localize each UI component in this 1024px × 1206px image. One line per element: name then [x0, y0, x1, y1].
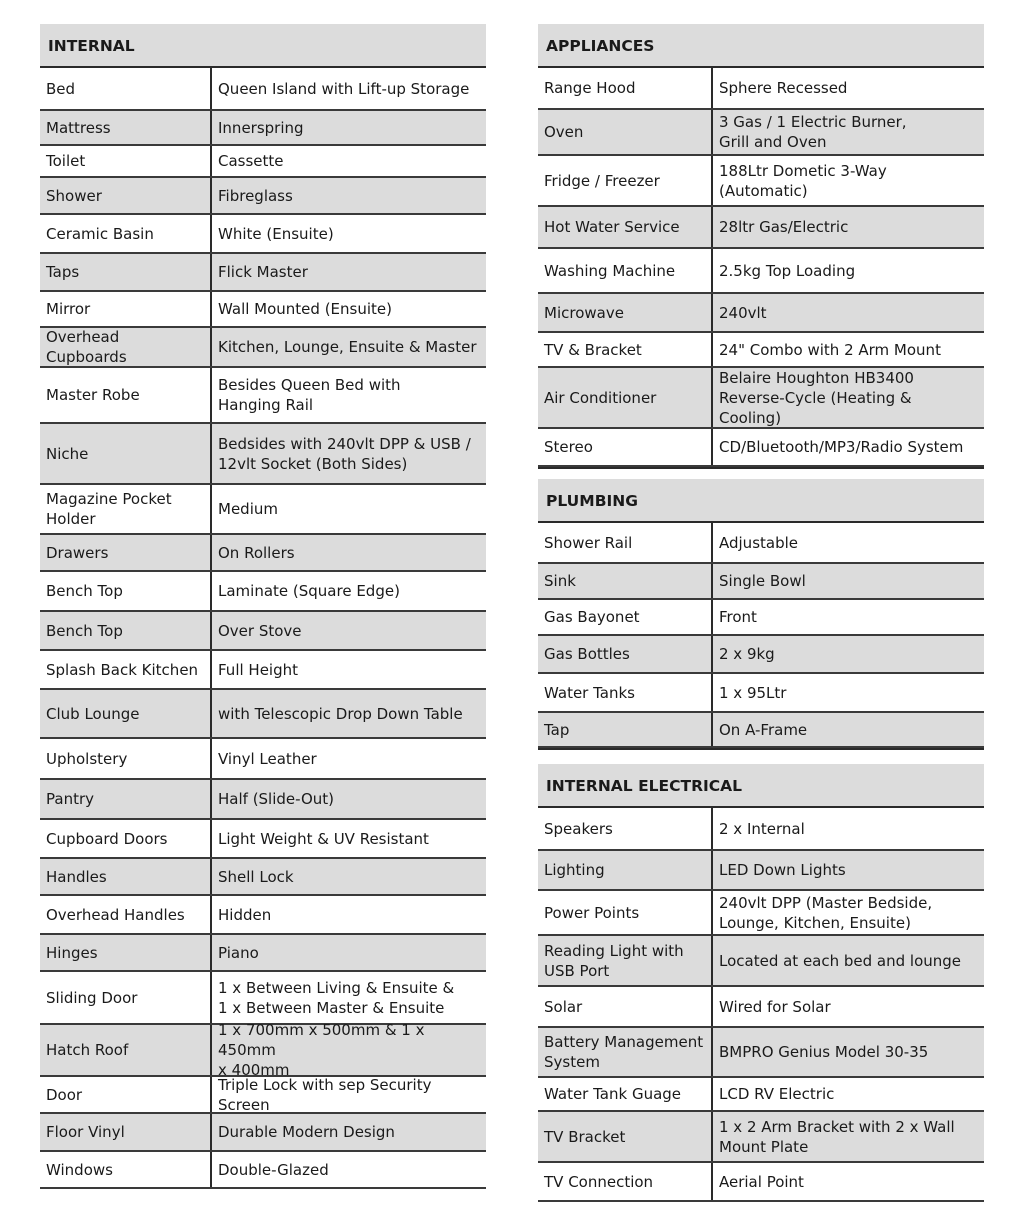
spec-label: [538, 1163, 713, 1200]
spec-value-text: Cassette: [218, 152, 284, 170]
spec-value: [212, 292, 486, 326]
table-row: [538, 851, 984, 891]
spec-value-text: 240vlt: [719, 303, 767, 322]
spec-label-text: Shower Rail: [544, 533, 633, 552]
spec-label: [40, 1152, 212, 1187]
spec-label: [538, 891, 713, 934]
spec-value-text: 2 x Internal: [719, 819, 805, 838]
spec-value: [713, 1078, 984, 1110]
spec-value: [713, 851, 984, 889]
table-row: [40, 146, 486, 178]
table-row: [538, 156, 984, 207]
table-row: [538, 936, 984, 987]
table-row: [40, 68, 486, 111]
spec-value-text: Kitchen, Lounge, Ensuite & Master: [218, 338, 477, 356]
spec-value: [212, 896, 486, 933]
spec-label: [538, 1112, 713, 1161]
electrical-table: [538, 808, 984, 1202]
table-row: [40, 690, 486, 739]
spec-label-text: Speakers: [544, 819, 613, 838]
spec-label-text: Hinges: [46, 943, 98, 962]
table-row: [538, 808, 984, 851]
spec-value-text: BMPRO Genius Model 30-35: [719, 1043, 929, 1061]
spec-value-text: 1 x 95Ltr: [719, 683, 787, 702]
spec-label: [538, 368, 713, 427]
spec-value-text: 2.5kg Top Loading: [719, 261, 856, 280]
table-row: [40, 292, 486, 328]
spec-label: [40, 215, 212, 252]
spec-value-text: 24" Combo with 2 Arm Mount: [719, 340, 941, 359]
spec-label-text: Stereo: [544, 438, 593, 456]
spec-label-text: Sink: [544, 572, 576, 590]
spec-label-text: Bench Top: [46, 621, 123, 640]
spec-label-text: Oven: [544, 123, 584, 141]
spec-value: [713, 987, 984, 1026]
electrical-section: [538, 764, 984, 1202]
spec-label-text: Hot Water Service: [544, 218, 680, 236]
table-row: [538, 429, 984, 467]
internal-header: INTERNAL: [40, 24, 486, 68]
spec-value-text: Triple Lock with sep Security Screen: [218, 1075, 432, 1114]
spec-label: [40, 739, 212, 778]
spec-value-text: Front: [719, 608, 757, 626]
spec-value-text: 1 x 2 Arm Bracket with 2 x Wall Mount Plate: [719, 1117, 955, 1156]
spec-label: [538, 110, 713, 154]
spec-value: [212, 972, 486, 1023]
spec-label-text: Water Tank Guage: [544, 1085, 682, 1103]
spec-value-text: Laminate (Square Edge): [218, 582, 400, 600]
spec-label-text: Splash Back Kitchen: [46, 660, 199, 679]
spec-value-text: On Rollers: [218, 543, 295, 562]
spec-label: [538, 600, 713, 634]
table-row: [538, 1078, 984, 1112]
spec-value-text: Located at each bed and lounge: [719, 951, 962, 970]
spec-value: [212, 690, 486, 737]
table-row: [538, 523, 984, 564]
table-row: [40, 1114, 486, 1152]
spec-label-text: Bed: [46, 79, 76, 98]
spec-value: [212, 859, 486, 894]
spec-label: [538, 207, 713, 247]
table-row: [538, 368, 984, 429]
table-row: [40, 739, 486, 780]
table-row: [40, 1152, 486, 1189]
spec-label: [538, 156, 713, 205]
table-row: [538, 1112, 984, 1163]
table-row: [538, 68, 984, 110]
spec-value: [713, 207, 984, 247]
spec-label: [538, 294, 713, 331]
spec-label-text: Ceramic Basin: [46, 224, 154, 243]
spec-label-text: Drawers: [46, 543, 109, 562]
table-row: [40, 178, 486, 215]
spec-label-text: TV Connection: [544, 1172, 654, 1191]
spec-label-text: Fridge / Freezer: [544, 171, 660, 190]
table-row: [40, 368, 486, 424]
spec-value-text: Half (Slide-Out): [218, 790, 335, 808]
spec-value-text: On A-Frame: [719, 720, 808, 739]
spec-label: [538, 523, 713, 562]
spec-value: [212, 254, 486, 290]
spec-value: [212, 780, 486, 818]
spec-value: [212, 820, 486, 857]
spec-label: [538, 249, 713, 292]
table-row: [40, 1077, 486, 1114]
spec-value-text: Wall Mounted (Ensuite): [218, 300, 392, 318]
spec-label: [40, 178, 212, 213]
spec-value: [212, 1152, 486, 1187]
spec-label: [538, 851, 713, 889]
spec-label-text: Overhead Cupboards: [46, 328, 127, 366]
spec-value: [212, 328, 486, 366]
spec-label: [538, 1078, 713, 1110]
spec-label-text: Gas Bottles: [544, 645, 630, 663]
spec-label-text: Range Hood: [544, 79, 636, 97]
spec-label: [40, 572, 212, 610]
spec-value: [713, 636, 984, 672]
table-row: [538, 600, 984, 636]
spec-value-text: Queen Island with Lift-up Storage: [218, 79, 470, 98]
table-row: [538, 1028, 984, 1078]
spec-label: [538, 68, 713, 108]
spec-value: [212, 1114, 486, 1150]
spec-value-text: LED Down Lights: [719, 861, 846, 879]
table-row: [40, 896, 486, 935]
spec-label-text: Bench Top: [46, 582, 123, 600]
spec-value-text: LCD RV Electric: [719, 1085, 835, 1103]
table-row: [538, 636, 984, 674]
spec-label: [538, 808, 713, 849]
spec-value: [212, 1021, 486, 1079]
table-row: [40, 535, 486, 572]
spec-label-text: Microwave: [544, 303, 624, 322]
spec-value: [713, 1163, 984, 1200]
table-row: [538, 891, 984, 936]
spec-value: [212, 146, 486, 176]
internal-section: [40, 24, 486, 1189]
spec-value-text: 188Ltr Dometic 3-Way (Automatic): [719, 161, 887, 200]
spec-label: [538, 936, 713, 985]
spec-value-text: Flick Master: [218, 263, 308, 281]
spec-label-text: Niche: [46, 444, 89, 463]
spec-value: [212, 612, 486, 649]
spec-label: [40, 690, 212, 737]
spec-label: [538, 429, 713, 465]
spec-label: [40, 859, 212, 894]
spec-value: [212, 535, 486, 570]
spec-value: [713, 523, 984, 562]
table-row: [40, 424, 486, 485]
table-row: [538, 207, 984, 249]
spec-value-text: Durable Modern Design: [218, 1123, 395, 1141]
spec-value: [212, 739, 486, 778]
spec-label: [40, 111, 212, 144]
spec-label: [538, 674, 713, 711]
spec-label-text: Shower: [46, 186, 102, 205]
spec-value-text: Light Weight & UV Resistant: [218, 829, 429, 848]
spec-label-text: Mattress: [46, 118, 111, 137]
spec-label: [40, 651, 212, 688]
spec-value-text: Medium: [218, 500, 278, 518]
spec-label-text: Windows: [46, 1160, 113, 1179]
spec-label-text: Water Tanks: [544, 683, 635, 702]
spec-value: [212, 572, 486, 610]
spec-value: [713, 156, 984, 205]
spec-label-text: Toilet: [46, 152, 86, 170]
spec-value: [212, 215, 486, 252]
spec-label-text: Pantry: [46, 790, 94, 808]
spec-label: [40, 68, 212, 109]
appliances-section: [538, 24, 984, 467]
spec-label-text: Solar: [544, 997, 583, 1016]
spec-value-text: Double-Glazed: [218, 1160, 329, 1179]
spec-label-text: Mirror: [46, 300, 91, 318]
plumbing-header: PLUMBING: [538, 479, 984, 523]
spec-value: [212, 368, 486, 422]
spec-label: [538, 636, 713, 672]
spec-label: [40, 780, 212, 818]
spec-label: [40, 292, 212, 326]
spec-label: [40, 254, 212, 290]
spec-label: [538, 333, 713, 366]
table-row: [538, 110, 984, 156]
spec-label-text: Reading Light with USB Port: [544, 941, 684, 980]
table-row: [538, 987, 984, 1028]
spec-label-text: Gas Bayonet: [544, 608, 640, 626]
spec-label-text: Floor Vinyl: [46, 1123, 125, 1141]
spec-label-text: TV & Bracket: [544, 340, 642, 359]
spec-value-text: Vinyl Leather: [218, 749, 317, 768]
spec-label-text: Handles: [46, 867, 107, 886]
spec-label-text: Door: [46, 1085, 83, 1104]
spec-value: [713, 110, 984, 154]
table-row: [40, 859, 486, 896]
spec-label-text: Upholstery: [46, 749, 128, 768]
spec-value: [713, 333, 984, 366]
spec-value: [212, 111, 486, 144]
spec-value: [713, 713, 984, 746]
spec-value-text: Over Stove: [218, 621, 302, 640]
spec-value-text: Shell Lock: [218, 867, 294, 886]
spec-value-text: with Telescopic Drop Down Table: [218, 704, 463, 723]
table-row: [40, 820, 486, 859]
spec-value: [212, 178, 486, 213]
spec-value: [212, 935, 486, 970]
spec-label-text: Taps: [46, 263, 80, 281]
spec-value-text: 3 Gas / 1 Electric Burner, Grill and Oven: [719, 113, 907, 151]
table-row: [40, 612, 486, 651]
spec-value-text: 2 x 9kg: [719, 645, 775, 663]
spec-value: [212, 424, 486, 483]
spec-value-text: Sphere Recessed: [719, 79, 848, 97]
spec-value-text: 240vlt DPP (Master Bedside, Lounge, Kitchen, Ensuite): [719, 893, 933, 932]
table-row: [40, 1021, 486, 1079]
spec-value: [713, 564, 984, 598]
spec-value: [713, 249, 984, 292]
spec-label: [40, 1077, 212, 1112]
table-row: [40, 651, 486, 690]
table-row: [40, 572, 486, 612]
spec-label: [40, 820, 212, 857]
spec-label-text: Power Points: [544, 903, 640, 922]
spec-label-text: Magazine Pocket Holder: [46, 490, 172, 528]
spec-value: [212, 485, 486, 533]
spec-value-text: Wired for Solar: [719, 997, 831, 1016]
spec-label: [40, 368, 212, 422]
spec-label: [538, 564, 713, 598]
spec-value-text: Fibreglass: [218, 186, 293, 205]
spec-value: [212, 651, 486, 688]
spec-label: [538, 713, 713, 746]
section-divider: [538, 748, 984, 764]
spec-value: [713, 891, 984, 934]
spec-label-text: TV Bracket: [544, 1127, 626, 1146]
spec-value: [713, 936, 984, 985]
plumbing-table: [538, 523, 984, 748]
spec-value-text: Besides Queen Bed with Hanging Rail: [218, 376, 401, 414]
spec-value: [713, 429, 984, 465]
table-row: [40, 780, 486, 820]
spec-value: [713, 808, 984, 849]
spec-value-text: Piano: [218, 943, 259, 962]
table-row: [40, 254, 486, 292]
spec-label: [40, 896, 212, 933]
spec-value: [713, 368, 984, 427]
table-row: [538, 564, 984, 600]
spec-label: [40, 535, 212, 570]
spec-label-text: Cupboard Doors: [46, 829, 168, 848]
plumbing-section: [538, 479, 984, 748]
table-row: [538, 294, 984, 333]
spec-value-text: Full Height: [218, 660, 299, 679]
spec-value-text: CD/Bluetooth/MP3/Radio System: [719, 438, 964, 456]
table-row: [40, 485, 486, 535]
table-row: [538, 713, 984, 748]
spec-value-text: 1 x Between Living & Ensuite & 1 x Between Master & Ensuite: [218, 978, 455, 1017]
spec-value: [713, 674, 984, 711]
spec-value: [713, 294, 984, 331]
table-row: [40, 215, 486, 254]
spec-label: [40, 146, 212, 176]
spec-label: [538, 1028, 713, 1076]
spec-label: [40, 972, 212, 1023]
table-row: [40, 111, 486, 146]
spec-label: [40, 1025, 212, 1075]
spec-label: [40, 935, 212, 970]
spec-label-text: Lighting: [544, 861, 605, 879]
spec-value-text: Belaire Houghton HB3400 Reverse-Cycle (Heating & Cooling): [719, 368, 914, 427]
spec-label: [40, 1114, 212, 1150]
spec-label-text: Tap: [544, 720, 570, 739]
table-row: [40, 935, 486, 972]
spec-label: [40, 485, 212, 533]
spec-label-text: Air Conditioner: [544, 388, 657, 407]
table-row: [538, 674, 984, 713]
spec-label-text: Club Lounge: [46, 704, 140, 723]
spec-value-text: Single Bowl: [719, 572, 806, 590]
spec-value-text: Hidden: [218, 905, 272, 924]
spec-label-text: Master Robe: [46, 386, 140, 404]
spec-value-text: Innerspring: [218, 118, 304, 137]
spec-value-text: 28ltr Gas/Electric: [719, 218, 849, 236]
spec-value-text: 1 x 700mm x 500mm & 1 x 450mm x 400mm: [218, 1021, 425, 1079]
spec-label-text: Battery Management System: [544, 1033, 704, 1071]
table-row: [538, 249, 984, 294]
appliances-header: APPLIANCES: [538, 24, 984, 68]
spec-value: [713, 1112, 984, 1161]
spec-value-text: Adjustable: [719, 533, 798, 552]
right-column: [538, 24, 984, 1202]
spec-label: [40, 612, 212, 649]
table-row: [40, 972, 486, 1025]
spec-label-text: Hatch Roof: [46, 1041, 129, 1059]
spec-label-text: Washing Machine: [544, 261, 676, 280]
table-row: [40, 328, 486, 368]
spec-value: [713, 1028, 984, 1076]
internal-table: [40, 68, 486, 1189]
table-row: [538, 333, 984, 368]
spec-label: [40, 424, 212, 483]
spec-label: [538, 987, 713, 1026]
spec-value-text: Bedsides with 240vlt DPP & USB / 12vlt Socket (Both Sides): [218, 434, 471, 473]
appliances-table: [538, 68, 984, 467]
spec-value: [713, 600, 984, 634]
electrical-header: INTERNAL ELECTRICAL: [538, 764, 984, 808]
spec-label-text: Sliding Door: [46, 988, 138, 1007]
spec-value-text: Aerial Point: [719, 1172, 804, 1191]
spec-value: [212, 68, 486, 109]
spec-label: [40, 328, 212, 366]
spec-label-text: Overhead Handles: [46, 905, 185, 924]
section-divider: [538, 467, 984, 479]
spec-value: [212, 1077, 486, 1112]
table-row: [538, 1163, 984, 1202]
spec-value-text: White (Ensuite): [218, 224, 334, 243]
spec-value: [713, 68, 984, 108]
